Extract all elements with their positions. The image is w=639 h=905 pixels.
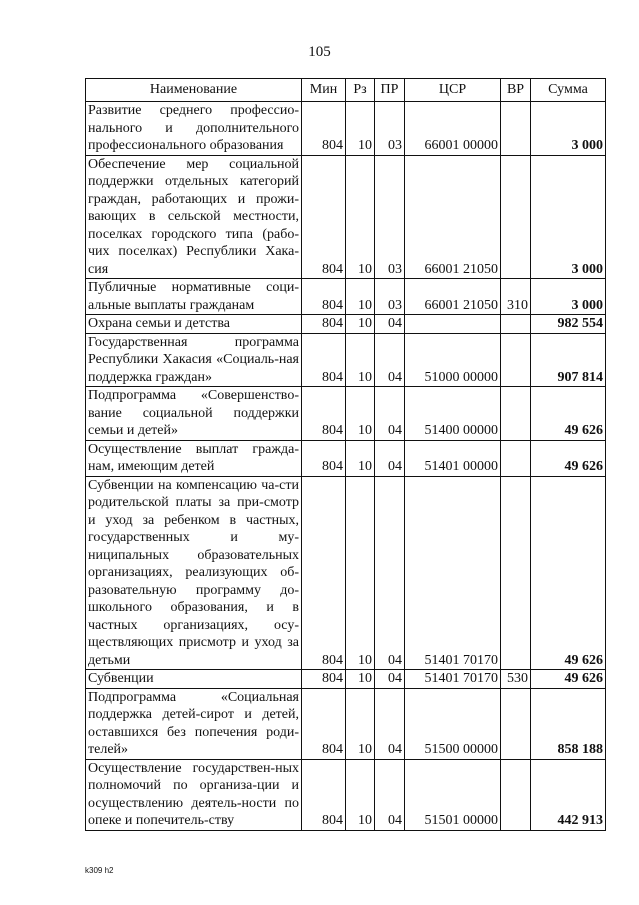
cell-rz: 10 (346, 155, 375, 279)
cell-vr (501, 759, 531, 830)
cell-name: Осуществление выплат гражда-нам, имеющим детей (86, 440, 302, 476)
budget-table (85, 78, 606, 831)
cell-rz: 10 (346, 102, 375, 156)
cell-csr: 51401 00000 (405, 440, 501, 476)
cell-name: Развитие среднего профессио-нального и дополнительного профессионального образования (86, 102, 302, 156)
cell-min: 804 (302, 279, 346, 315)
cell-sum: 3 000 (531, 102, 606, 156)
cell-rz: 10 (346, 759, 375, 830)
header-min: Мин (302, 79, 346, 102)
table-row (86, 279, 606, 315)
header-csr: ЦСР (405, 79, 501, 102)
table-row (86, 440, 606, 476)
table-row (86, 102, 606, 156)
cell-min: 804 (302, 670, 346, 689)
cell-csr: 51400 00000 (405, 387, 501, 441)
cell-sum: 49 626 (531, 440, 606, 476)
cell-sum: 3 000 (531, 279, 606, 315)
cell-rz: 10 (346, 688, 375, 759)
cell-csr: 51500 00000 (405, 688, 501, 759)
cell-rz: 10 (346, 279, 375, 315)
cell-pr: 04 (375, 476, 405, 670)
cell-pr: 03 (375, 155, 405, 279)
cell-name: Государственная программа Республики Хакасия «Социаль-ная поддержка граждан» (86, 333, 302, 387)
cell-name: Субвенции (86, 670, 302, 689)
table-row (86, 155, 606, 279)
cell-min: 804 (302, 387, 346, 441)
cell-min: 804 (302, 102, 346, 156)
cell-vr: 530 (501, 670, 531, 689)
cell-sum: 907 814 (531, 333, 606, 387)
cell-sum: 49 626 (531, 476, 606, 670)
cell-name: Субвенции на компенсацию ча-сти родительской платы за при-смотр и уход за ребенком в частных, государственных и му-ниципальных образовательных организациях, реализующих об-разовательную программу до-школьного образования, и в частных организациях, осу-ществляющих присмотр и уход за детьми (86, 476, 302, 670)
cell-sum: 49 626 (531, 670, 606, 689)
cell-sum: 442 913 (531, 759, 606, 830)
cell-pr: 04 (375, 688, 405, 759)
header-rz: Рз (346, 79, 375, 102)
cell-vr (501, 102, 531, 156)
cell-pr: 04 (375, 670, 405, 689)
cell-vr (501, 333, 531, 387)
cell-csr: 51501 00000 (405, 759, 501, 830)
header-name: Наименование (86, 79, 302, 102)
cell-csr (405, 315, 501, 334)
cell-rz: 10 (346, 315, 375, 334)
document-code: k309 h2 (85, 866, 114, 875)
cell-vr (501, 476, 531, 670)
cell-vr (501, 440, 531, 476)
cell-name: Охрана семьи и детства (86, 315, 302, 334)
cell-name: Осуществление государствен-ных полномочий по организа-ции и осуществлению деятель-ности по опеке и попечитель-ству (86, 759, 302, 830)
table-row (86, 759, 606, 830)
table-row (86, 670, 606, 689)
cell-pr: 04 (375, 333, 405, 387)
page-number: 105 (308, 44, 331, 60)
cell-pr: 03 (375, 279, 405, 315)
cell-rz: 10 (346, 440, 375, 476)
table-row (86, 387, 606, 441)
cell-csr: 66001 21050 (405, 279, 501, 315)
cell-vr (501, 387, 531, 441)
cell-csr: 66001 21050 (405, 155, 501, 279)
cell-rz: 10 (346, 670, 375, 689)
cell-pr: 04 (375, 759, 405, 830)
cell-csr: 51401 70170 (405, 670, 501, 689)
cell-min: 804 (302, 759, 346, 830)
cell-csr: 66001 00000 (405, 102, 501, 156)
cell-sum: 858 188 (531, 688, 606, 759)
header-vr: ВР (501, 79, 531, 102)
cell-sum: 49 626 (531, 387, 606, 441)
cell-rz: 10 (346, 476, 375, 670)
cell-min: 804 (302, 315, 346, 334)
cell-min: 804 (302, 476, 346, 670)
cell-min: 804 (302, 333, 346, 387)
cell-name: Подпрограмма «Совершенство-вание социальной поддержки семьи и детей» (86, 387, 302, 441)
cell-csr: 51000 00000 (405, 333, 501, 387)
header-pr: ПР (375, 79, 405, 102)
cell-vr (501, 155, 531, 279)
cell-rz: 10 (346, 387, 375, 441)
table-row (86, 476, 606, 670)
cell-min: 804 (302, 688, 346, 759)
table-row (86, 333, 606, 387)
table-header-row (86, 79, 606, 102)
cell-sum: 982 554 (531, 315, 606, 334)
cell-name: Публичные нормативные соци-альные выплаты гражданам (86, 279, 302, 315)
table-row (86, 315, 606, 334)
table-row (86, 688, 606, 759)
header-sum: Сумма (531, 79, 606, 102)
cell-csr: 51401 70170 (405, 476, 501, 670)
cell-min: 804 (302, 155, 346, 279)
cell-name: Подпрограмма «Социальная поддержка детей-сирот и детей, оставшихся без попечения роди-телей» (86, 688, 302, 759)
cell-pr: 04 (375, 387, 405, 441)
cell-vr (501, 315, 531, 334)
cell-pr: 03 (375, 102, 405, 156)
cell-rz: 10 (346, 333, 375, 387)
cell-vr: 310 (501, 279, 531, 315)
cell-vr (501, 688, 531, 759)
cell-pr: 04 (375, 440, 405, 476)
cell-name: Обеспечение мер социальной поддержки отдельных категорий граждан, работающих и прожи-вающих в сельской местности, поселках городского типа (рабо-чих поселках) Республики Хака-сия (86, 155, 302, 279)
cell-sum: 3 000 (531, 155, 606, 279)
cell-pr: 04 (375, 315, 405, 334)
cell-min: 804 (302, 440, 346, 476)
